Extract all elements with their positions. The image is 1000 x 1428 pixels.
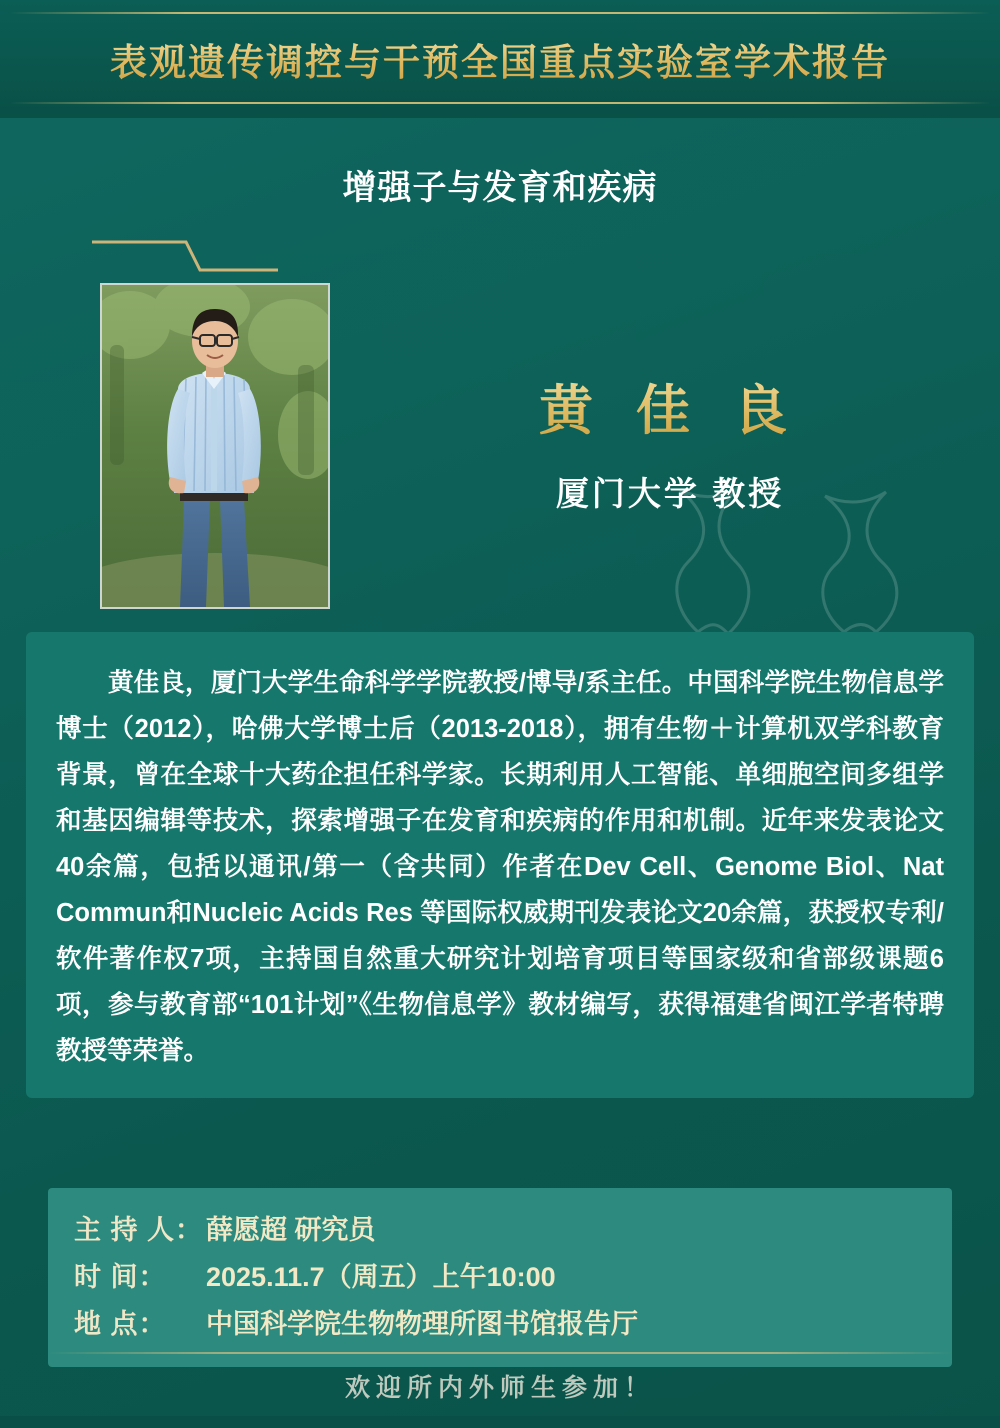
detail-row-host [74, 1208, 926, 1247]
bracket-decoration [90, 240, 280, 286]
banner-rule-bottom [10, 102, 990, 104]
bottom-strip [0, 1416, 1000, 1428]
lecture-title: 增强子与发育和疾病 [342, 169, 658, 207]
avatar [100, 283, 330, 609]
location-label: 地 点： [74, 1309, 167, 1339]
footer-divider [48, 1352, 952, 1354]
banner-title: 表观遗传调控与干预全国重点实验室学术报告 [110, 32, 890, 86]
event-details-panel [48, 1188, 952, 1367]
speaker-bio: 黄佳良，厦门大学生命科学学院教授/博导/系主任。中国科学院生物信息学博士（2012），哈佛大学博士后（2013-2018），拥有生物＋计算机双学科教育背景，曾在全球十大药企担任科学家。长期利用人工智能、单细胞空间多组学和基因编辑等技术，探索增强子在发育和疾病的作用和机制。近年来发表论文40余篇，包括以通讯/第一（含共同）作者在Dev Cell、Genome Biol、Nat Commun和Nucleic Acids Res 等国际权威期刊发表论文20余篇，获授权专利/软件著作权7项，主持国自然重大研究计划培育项目等国家级和省部级课题6项，参与教育部“101计划”《生物信息学》教材编写，获得福建省闽江学者特聘教授等荣誉。 [26, 632, 974, 1098]
speaker-name: 黄 佳 良 [380, 368, 960, 445]
banner [0, 0, 1000, 118]
time-label: 时 间： [74, 1262, 167, 1292]
speaker-affiliation: 厦门大学 教授 [555, 475, 785, 512]
location-value: 中国科学院生物物理所图书馆报告厅 [206, 1309, 638, 1339]
detail-row-time [74, 1255, 926, 1294]
host-value: 薛愿超 研究员 [206, 1215, 376, 1245]
detail-row-location [74, 1302, 926, 1341]
welcome-note: 欢迎所内外师生参加！ [344, 1374, 655, 1402]
host-label: 主 持 人： [74, 1215, 204, 1245]
banner-rule-top [10, 12, 990, 14]
time-value: 2025.11.7（周五）上午10:00 [206, 1262, 556, 1292]
